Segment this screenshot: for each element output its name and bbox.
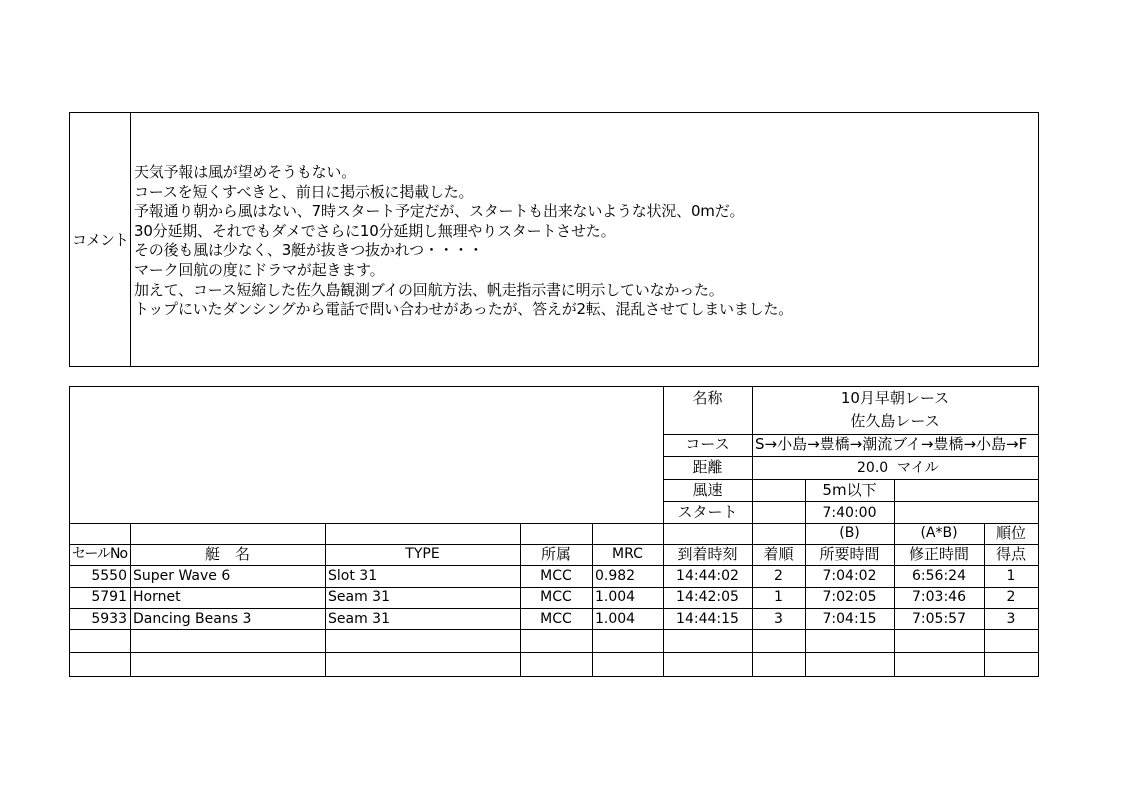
grid-line	[325, 523, 326, 676]
cell-corrected: 7:05:57	[912, 611, 966, 627]
course-label: コース	[685, 435, 730, 453]
distance-unit: マイル	[897, 460, 939, 476]
header-finish-time: 到着時刻	[677, 545, 738, 563]
race-name-line2: 佐久島レース	[850, 412, 940, 430]
cell-points: 1	[1006, 568, 1016, 584]
comment-line: 天気予報は風が望めそうもない。	[134, 163, 357, 181]
grid-line	[69, 608, 1039, 609]
distance-value: 20.0	[857, 460, 889, 476]
comment-line: トップにいたダンシングから電話で問い合わせがあったが、答えが2転、混乱させてしまいました。	[134, 300, 794, 319]
cell-finish-time: 14:42:05	[676, 589, 739, 605]
cell-elapsed: 7:04:02	[822, 568, 877, 584]
cell-club: MCC	[540, 589, 572, 605]
cell-club: MCC	[540, 611, 572, 627]
cell-type: Seam 31	[328, 611, 390, 627]
comment-divider	[130, 112, 131, 367]
start-value: 7:40:00	[822, 505, 877, 521]
race-name-label: 名称	[692, 389, 723, 407]
grid-line	[752, 386, 753, 676]
cell-finish-order: 2	[774, 568, 783, 584]
cell-corrected: 7:03:46	[912, 589, 966, 605]
cell-mrc: 1.004	[595, 589, 636, 605]
wind-value: 5m以下	[822, 481, 877, 499]
cell-sail-no: 5791	[91, 589, 127, 605]
comment-line: マーク回航の度にドラマが起きます。	[134, 260, 385, 279]
header-sail-no: セールNo	[71, 546, 128, 562]
cell-type: Seam 31	[328, 589, 390, 605]
course-value: S→小島→豊橋→潮流ブイ→豊橋→小島→F	[755, 435, 1028, 453]
cell-sail-no: 5933	[91, 611, 127, 627]
cell-points: 2	[1006, 589, 1016, 605]
grid-line	[663, 456, 1038, 457]
header-elapsed-sub: (B)	[839, 525, 860, 541]
cell-mrc: 0.982	[595, 568, 636, 584]
grid-line	[663, 479, 1038, 480]
cell-points: 3	[1006, 611, 1016, 627]
grid-line	[130, 523, 131, 676]
grid-line	[663, 386, 664, 676]
header-corrected-sub: (A*B)	[920, 525, 958, 541]
cell-mrc: 1.004	[595, 611, 636, 627]
cell-elapsed: 7:04:15	[822, 611, 877, 627]
cell-type: Slot 31	[328, 568, 378, 584]
comment-text	[134, 163, 1034, 320]
cell-boat-name: Dancing Beans 3	[133, 611, 252, 627]
grid-line	[69, 587, 1039, 588]
wind-label: 風速	[692, 481, 723, 499]
race-name-line1: 10月早朝レース	[840, 389, 950, 407]
header-mrc: MRC	[612, 546, 643, 562]
header-points: 得点	[995, 545, 1026, 563]
cell-elapsed: 7:02:05	[822, 589, 877, 605]
header-corrected: 修正時間	[908, 545, 969, 563]
comment-line: 加えて、コース短縮した佐久島観測ブイの回航方法、帆走指示書に明示していなかった。	[134, 280, 724, 299]
comment-line: 30分延期、それでもダメでさらに10分延期し無理やりスタートさせた。	[134, 221, 616, 240]
cell-club: MCC	[540, 568, 572, 584]
grid-line	[69, 565, 1039, 566]
header-club: 所属	[540, 545, 571, 563]
start-label: スタート	[677, 503, 738, 521]
distance-label: 距離	[692, 458, 723, 476]
comment-line: その後も風は少なく、3艇が抜きつ抜かれつ・・・・	[134, 241, 484, 260]
header-type: TYPE	[405, 546, 440, 562]
cell-finish-time: 14:44:15	[676, 611, 739, 627]
header-elapsed: 所要時間	[819, 545, 880, 563]
cell-corrected: 6:56:24	[912, 568, 966, 584]
cell-finish-order: 1	[774, 589, 783, 605]
grid-line	[69, 629, 1039, 630]
comment-line: 予報通り朝から風はない、7時スタート予定だが、スタートも出来ないような状況、0mだ。	[134, 202, 745, 221]
header-boat-name: 艇 名	[204, 545, 250, 563]
comment-line: コースを短くすべきと、前日に掲示板に掲載した。	[134, 182, 474, 201]
cell-boat-name: Super Wave 6	[133, 568, 231, 584]
header-rank-sub: 順位	[995, 524, 1026, 542]
cell-boat-name: Hornet	[133, 589, 181, 605]
grid-line	[592, 523, 593, 676]
header-finish-order: 着順	[763, 545, 794, 563]
grid-line	[69, 523, 1039, 524]
grid-line	[663, 501, 1038, 502]
comment-label: コメント	[72, 231, 129, 249]
cell-sail-no: 5550	[91, 568, 127, 584]
cell-finish-time: 14:44:02	[676, 568, 739, 584]
cell-finish-order: 3	[774, 611, 783, 627]
grid-line	[69, 652, 1039, 653]
